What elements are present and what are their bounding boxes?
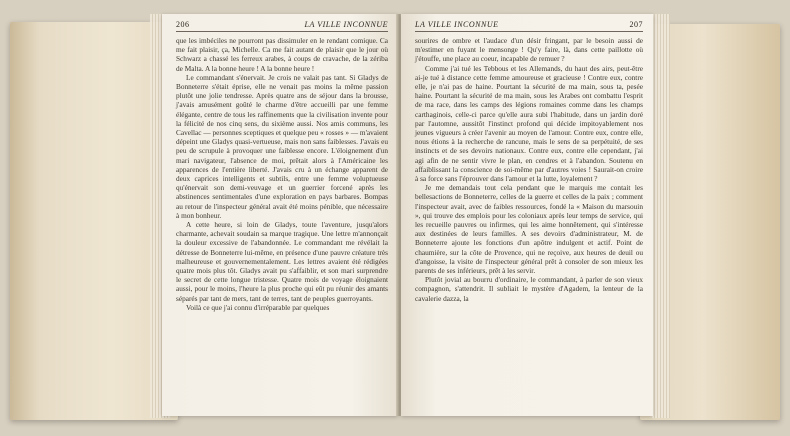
left-page-header	[176, 20, 388, 29]
right-paragraph: sourires de ombre et l'audace d'un désir fringant, par le besoin aussi de m'estimer en fuyant le mensonge ! Qu'y faire, là, dans cette paillotte où j'étouffe, une place au coeur, incapable de remuer ?	[415, 36, 643, 64]
right-page-edges	[652, 14, 670, 418]
right-paragraph: Je me demandais tout cela pendant que le marquis me contait les bellesactions de Bonneterre, celles de la guerre et celles de la paix ; comment l'inspecteur avait, avec de faibles ressources, fondé la « Maison du marsouin », qui trouve des emplois pour les coloniaux après leur temps de service, qui les recueille pauvres ou infirmes, qui les aime honnêtement, qui s'intéresse aux destinées de leurs familles. A ses devoirs d'administrateur, M. de Bonneterre ajoute les fonctions d'un apôtre indulgent et actif. Point de chaumière, sur la côte de Provence, qui ne reçoive, aux heures de deuil ou d'angoisse, la visite de l'inspecteur général prêt à consoler de son mieux les parents de ses inférieurs, prêt à les servir.	[415, 183, 643, 276]
left-header-rule	[176, 31, 388, 32]
right-page-number: 207	[629, 20, 643, 29]
right-page	[401, 14, 653, 416]
left-paragraph: Le commandant s'énervait. Je crois ne valait pas tant. Si Gladys de Bonneterre s'était éprise, elle ne venait pas moins la même passion plutôt une jolie tendresse. Après quatre ans de séjour dans la brousse, j'avais amusément goûté le charme d'être accueilli par une femme élégante, centre de tous les raffinements que la civilisation invente pour la félicité de nos cinq sens, du sixième aussi. Nos amis communs, les Cavellac — personnes sceptiques et quelque peu « rosses » — m'avaient dépeint une Gladys quasi-vertueuse, mais non sans faiblesses. J'avais eu peu de scrupule à provoquer une faiblesse encore. L'éloignement d'un mari navigateur, l'absence de moi, prêtait alors à l'Américaine les apparences de l'entière liberté. J'avais cru à un échange apparent de deux caprices intelligents et subtils, entre une femme voluptueuse qu'énervait son demi-veuvage et un guerrier forcené après les abstinences sentimentales d'une exploration en pays barbares. Bompas au retour de l'inspecteur général avait été moins pénible, que nécessaire à mon bonheur.	[176, 72, 388, 220]
left-page-text	[176, 36, 388, 408]
left-paragraph: que les imbéciles ne pourront pas dissimuler en le rendant comique. Ca me fait plaisir, ça, Michelle. Ca me fait autant de plaisir que le jour où Schwarz a chassé les ferreux arabes, à coups de cravache, de la zériba de Malta. A la bonne heure ! A la bonne heure !	[176, 36, 388, 73]
right-paragraph: Plutôt jovial au bourru d'ordinaire, le commandant, à parler de son vieux compagnon, s'attendrit. Il subliait le mystère d'Agadem, la lenteur de la cavalerie dazza, la	[415, 275, 643, 303]
left-paragraph: A cette heure, si loin de Gladys, toute l'aventure, jusqu'alors charmante, achevait soudain sa marque tragique. Une lettre m'annonçait la douleur excessive de l'abandonnée. Le commandant me révélait la détresse de Bonneterre lui-même, en présence d'une pauvre créature très malheureuse et gouvernementalement. Les lettres avaient été rédigées quatre mois plus tôt. Gladys avait pu s'affaiblir, et son mari surprendre le secret de cette longue tristesse. Quatre mois de voyage éloignaient aussi, pour le moins, l'heure la plus proche qui eût pu réunir des amants séparés par tant de mers, tant de terres, tant de peuples guerroyants.	[176, 220, 388, 303]
left-page	[162, 14, 398, 416]
right-header-rule	[415, 31, 643, 32]
left-paragraph: Voilà ce que j'ai connu d'irréparable par quelques	[186, 302, 330, 312]
right-page-header	[415, 20, 643, 29]
left-running-head: LA VILLE INCONNUE	[304, 20, 388, 29]
right-paragraph: Comme j'ai tué les Tebbous et les Allemands, du haut des airs, peut-être ai-je tué à distance cette femme amoureuse et gracieuse ! Contre eux, contre elle, je n'ai pas de haine. Pourtant la sécurité de ma main, sous ta, pesée haine. Pourtant la sécurité de ma main, sous les Arabes ont combattu l'esprit de ma race, dans les camps des légions romaines comme dans les champs carthaginois, celle-ci parce qu'elle aura subi l'habitude, dans un jardin doré par l'automne, aussitôt l'instinct profond qui décide impitoyablement nos jeunes vigueurs à créer l'avenir au moyen de l'amour. Contre eux, contre elle, nous étions à la recherche de rancune, mais le sens de sa perpétuité, de ses instincts et de ses devoirs nationaux. Contre eux, contre elle cependant, j'ai agi afin de ne sentir vivre le plan, en cendres et à l'abandon. Soutenu en affaiblissant la conscience de soi-même par d'autres voies ! Saurait-on croire à sa force sans l'éprouver dans l'amour et la lutte, loyalement ?	[415, 63, 643, 184]
left-page-number: 206	[176, 20, 190, 29]
right-page-text	[415, 36, 643, 408]
right-running-head: LA VILLE INCONNUE	[415, 20, 499, 29]
